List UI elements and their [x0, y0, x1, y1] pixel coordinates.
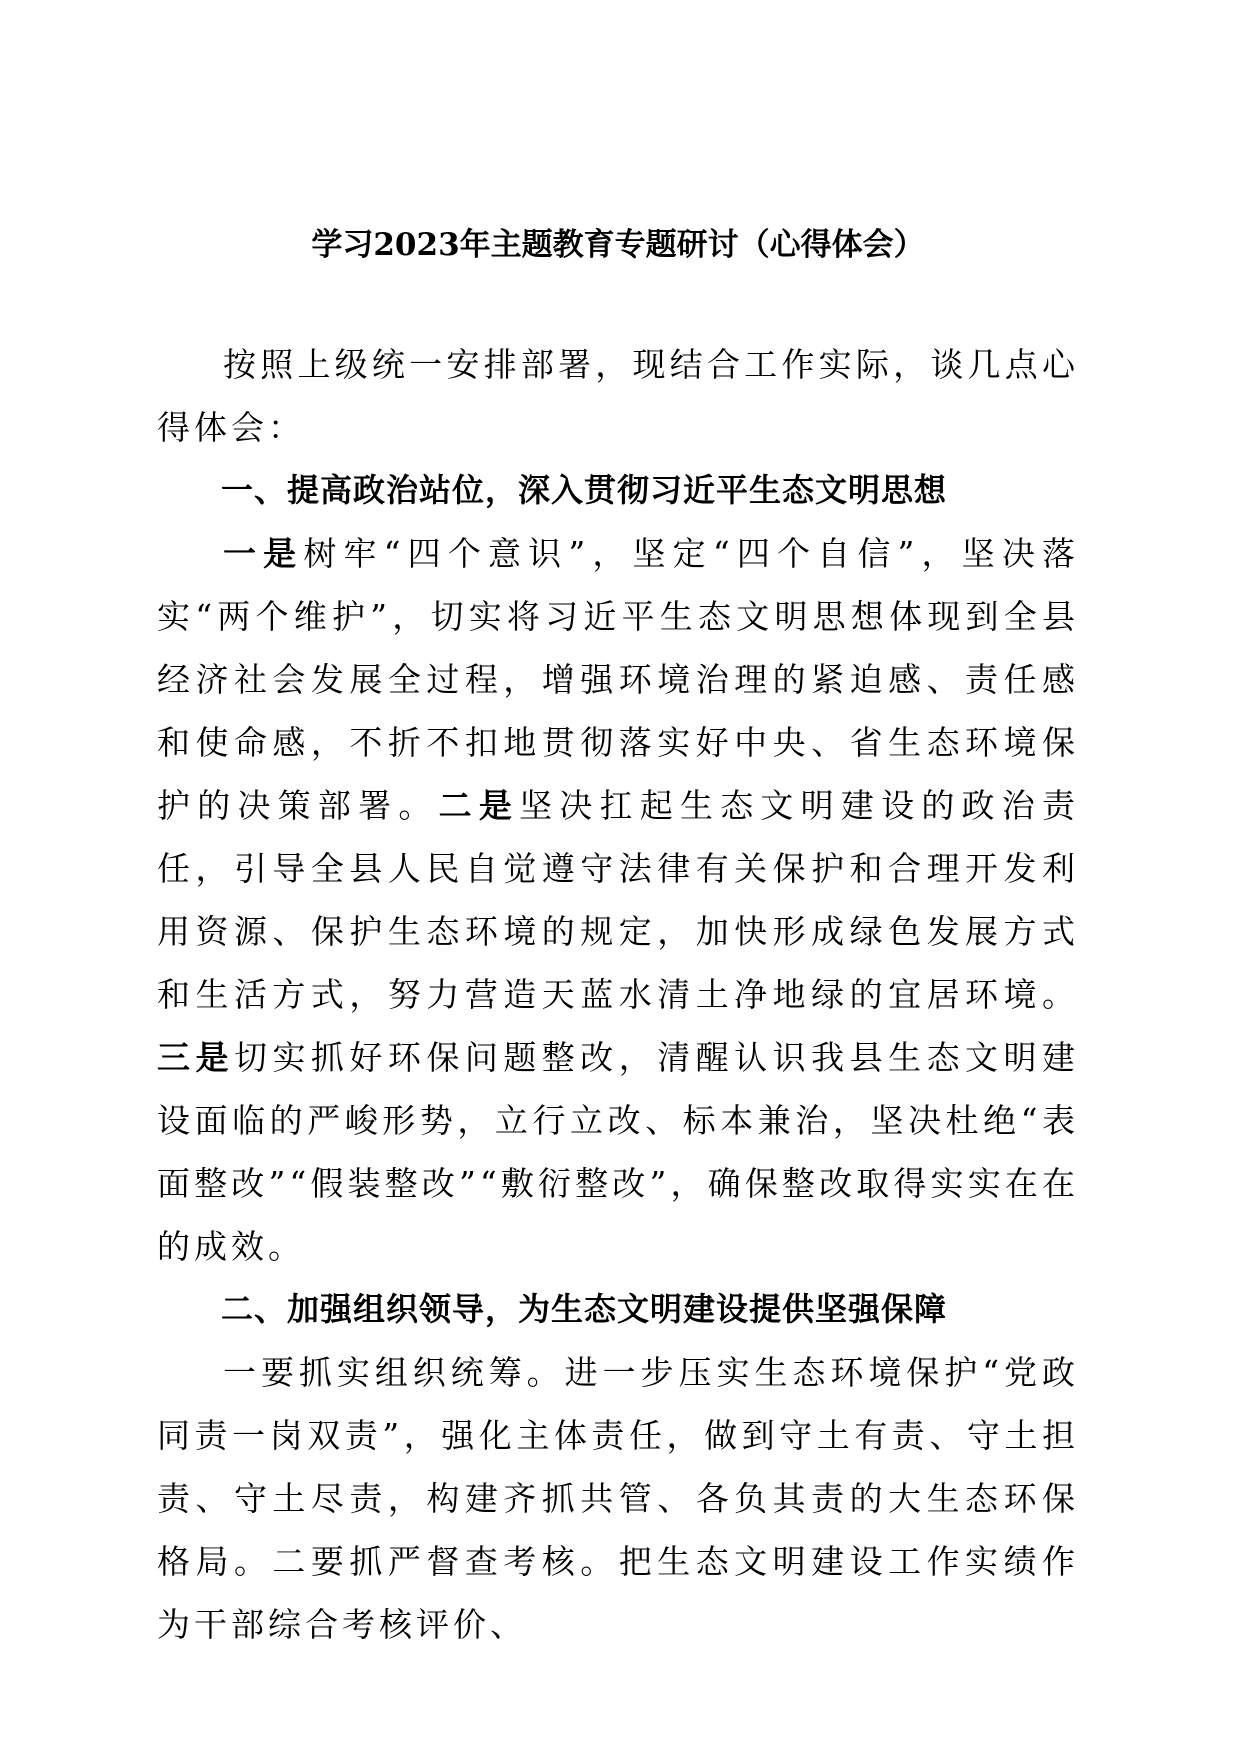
- point-2-text: 坚决扛起生态文明建设的政治责任，引导全县人民自觉遵守法律有关保护和合理开发利用资源、保护生态环境的规定，加快形成绿色发展方式和生活方式，努力营造天蓝水清土净地绿的宜居环境。: [157, 786, 1080, 1014]
- point-3-text: 切实抓好环保问题整改，清醒认识我县生态文明建设面临的严峻形势，立行立改、标本兼治，坚决杜绝“表面整改”“假装整改”“敷衍整改”，确保整改取得实实在在的成效。: [157, 1038, 1080, 1266]
- point-1-lead: 一是: [223, 534, 304, 573]
- section-2-paragraph: 一要抓实组织统筹。进一步压实生态环境保护“党政同责一岗双责”，强化主体责任，做到守土有责、守土担责、守土尽责，构建齐抓共管、各负其责的大生态环保格局。二要抓严督查考核。把生态文明建设工作实绩作为干部综合考核评价、: [157, 1353, 1079, 1644]
- intro-paragraph: 按照上级统一安排部署，现结合工作实际，谈几点心得体会：: [157, 345, 1079, 447]
- point-1-text: 树牢“四个意识”，坚定“四个自信”，坚决落实“两个维护”，切实将习近平生态文明思想体现到全县经济社会发展全过程，增强环境治理的紧迫感、责任感和使命感，不折不扣地贯彻落实好中央、省生态环境保护的决策部署。: [157, 534, 1080, 825]
- document-body: [157, 215, 1079, 1656]
- document-title: 学习2023年主题教育专题研讨（心得体会）: [311, 227, 925, 263]
- point-3-lead: 三是: [157, 1038, 234, 1077]
- section-1-paragraph: [157, 522, 1079, 1278]
- section-2-heading: 二、加强组织领导，为生态文明建设提供坚强保障: [221, 1290, 948, 1328]
- point-2-lead: 二是: [438, 786, 520, 825]
- section-1-heading: 一、提高政治站位，深入贯彻习近平生态文明思想: [221, 471, 948, 509]
